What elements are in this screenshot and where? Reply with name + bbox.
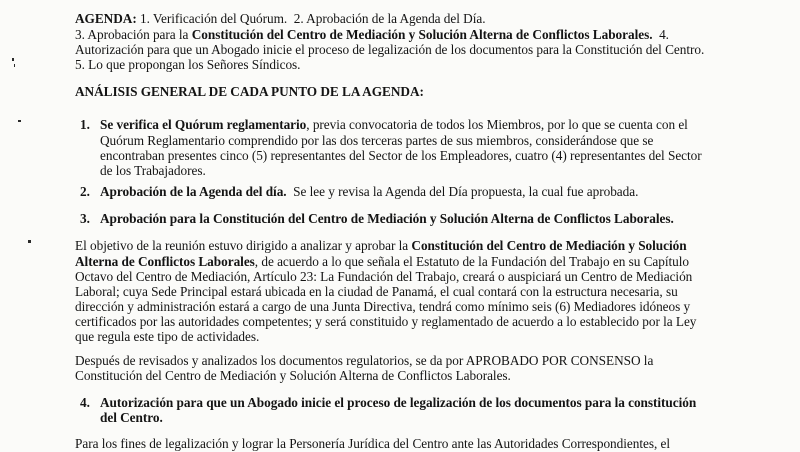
agenda-item-1: 1. Verificación del Quórum. xyxy=(139,11,288,26)
point-3-num: 3. xyxy=(80,211,90,226)
point-1-number xyxy=(80,117,90,133)
body-1-text-7: que regula este tipo de actividades. xyxy=(75,329,260,344)
body-1-text-3: Octavo del Centro de Mediación, Artículo 23: La Fundación del Trabajo, creará o auspiciará un Centro de Mediación xyxy=(75,269,693,284)
point-4-line-2 xyxy=(100,410,163,426)
point-4-num: 4. xyxy=(80,395,90,410)
point-1-line-1 xyxy=(100,117,688,133)
body-1-line-3 xyxy=(75,269,692,285)
body-1-line-4 xyxy=(75,284,678,300)
agenda-line-3 xyxy=(75,42,704,58)
body-1-line-6 xyxy=(75,314,696,330)
point-2-num: 2. xyxy=(80,184,90,199)
point-3-line xyxy=(100,211,674,227)
agenda-item-4-num: 4. xyxy=(659,27,669,42)
body-3-line-1 xyxy=(75,436,670,452)
scan-mark xyxy=(18,120,21,122)
point-1-text-4: de los Trabajadores. xyxy=(100,163,206,178)
body-1-text-2b: , de acuerdo a lo que señala el Estatuto de la Fundación del Trabajo en su Capítulo xyxy=(254,254,689,269)
scan-mark xyxy=(12,58,14,61)
point-3-number xyxy=(80,211,90,227)
agenda-item-3-title: Constitución del Centro de Mediación y Solución Alterna de Conflictos Laborales. xyxy=(191,27,653,42)
point-1-text-3: encontraban presentes cinco (5) representantes del Sector de los Empleadores, cuatro (4) representantes del Sector xyxy=(100,148,702,163)
agenda-line-2 xyxy=(75,27,669,43)
point-1-line-3 xyxy=(100,148,702,164)
point-4-line-1 xyxy=(100,395,696,411)
body-2-text-1: Después de revisados y analizados los documentos regulatorios, se da por APROBADO POR CONSENSO la xyxy=(75,353,654,368)
body-1-text-1a: El objetivo de la reunión estuvo dirigido a analizar y aprobar la xyxy=(75,238,409,253)
point-1-line-4 xyxy=(100,163,206,179)
agenda-item-5: 5. Lo que propongan los Señores Síndicos. xyxy=(75,57,301,72)
body-1-line-7 xyxy=(75,329,259,345)
point-4-title-1: Autorización para que un Abogado inicie el proceso de legalización de los documentos para la constitución xyxy=(100,395,697,410)
agenda-heading: AGENDA: xyxy=(75,11,137,26)
point-1-text-2: Quórum Reglamentario comprendido por las dos terceras partes de sus miembros, considerándose que se xyxy=(100,133,654,148)
body-2-line-2 xyxy=(75,368,511,384)
agenda-item-3-num: 3. Aprobación para la xyxy=(75,27,189,42)
body-2-line-1 xyxy=(75,353,653,369)
body-1-text-5: dirección y administración estará a cargo de una Junta Directiva, tendrá como mínimo seis (6) Mediadores idóneos y xyxy=(75,299,691,314)
point-1-text-1: , previa convocatoria de todos los Miembros, por lo que se cuenta con el xyxy=(306,117,688,132)
scan-mark xyxy=(14,64,15,67)
agenda-line-1 xyxy=(75,11,486,27)
point-1-line-2 xyxy=(100,133,653,149)
point-2-line xyxy=(100,184,638,200)
point-2-number xyxy=(80,184,90,200)
body-1-text-6: certificados por las autoridades competentes; y será constituido y reglamentado de acuerdo a lo establecido por la Ley xyxy=(75,314,697,329)
agenda-item-4-text: Autorización para que un Abogado inicie el proceso de legalización de los documentos para la Constitución del Centro. xyxy=(75,42,705,57)
point-3-title: Aprobación para la Constitución del Centro de Mediación y Solución Alterna de Conflictos Laborales. xyxy=(100,211,674,226)
body-1-text-4: Laboral; cuya Sede Principal estará ubicada en la ciudad de Panamá, el cual contará con la estructura necesaria, su xyxy=(75,284,678,299)
point-1-num: 1. xyxy=(80,117,90,132)
body-1-bold-1b: Constitución del Centro de Mediación y Solución xyxy=(411,238,687,253)
body-1-line-2 xyxy=(75,254,689,270)
point-4-number xyxy=(80,395,90,411)
point-2-text: Se lee y revisa la Agenda del Día propuesta, la cual fue aprobada. xyxy=(293,184,639,199)
point-1-title: Se verifica el Quórum reglamentario xyxy=(100,117,307,132)
agenda-item-2: 2. Aprobación de la Agenda del Día. xyxy=(293,11,486,26)
body-3-text-1: Para los fines de legalización y lograr la Personería Jurídica del Centro ante las Autoridades Correspondientes, el xyxy=(75,436,671,451)
analysis-heading xyxy=(75,84,424,100)
agenda-line-4 xyxy=(75,57,300,73)
body-1-line-1 xyxy=(75,238,687,254)
analysis-heading-text: ANÁLISIS GENERAL DE CADA PUNTO DE LA AGENDA: xyxy=(75,84,424,99)
body-1-bold-2a: Alterna de Conflictos Laborales xyxy=(75,254,255,269)
body-2-text-2: Constitución del Centro de Mediación y Solución Alterna de Conflictos Laborales. xyxy=(75,368,511,383)
body-1-line-5 xyxy=(75,299,690,315)
point-4-title-2: del Centro. xyxy=(100,410,163,425)
scan-mark xyxy=(28,240,31,243)
point-2-title: Aprobación de la Agenda del día. xyxy=(100,184,287,199)
